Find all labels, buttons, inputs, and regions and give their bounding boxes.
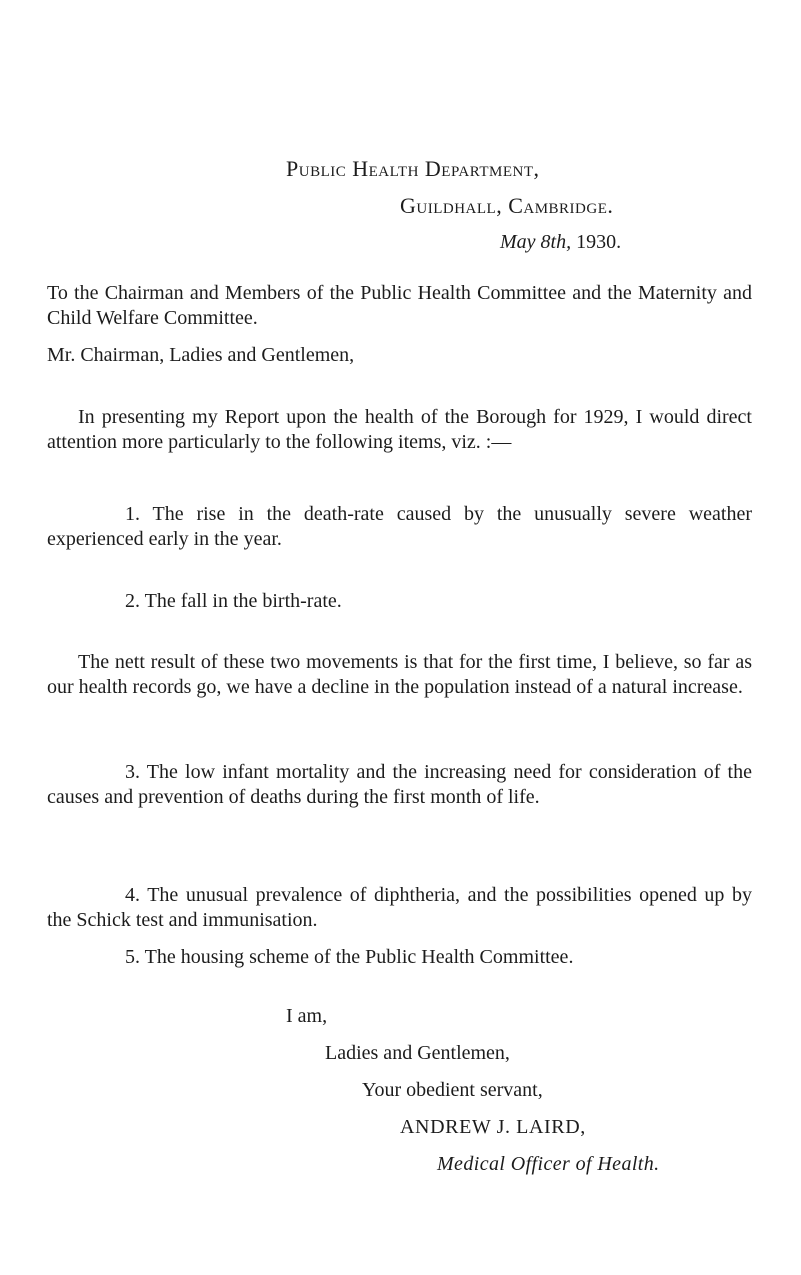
list-item: 2. The fall in the birth-rate. [125,590,342,612]
signatory-name: ANDREW J. LAIRD, [400,1116,586,1138]
list-item: 5. The housing scheme of the Public Health Committee. [125,946,574,968]
letter-date [500,230,621,255]
addressee: To the Chairman and Members of the Public Health Committee and the Maternity and Child Welfare Committee. [47,282,752,329]
closing-ladies-gentlemen: Ladies and Gentlemen, [325,1042,510,1064]
salutation: Mr. Chairman, Ladies and Gentlemen, [47,344,355,366]
nett-result-paragraph: The nett result of these two movements is that for the first time, I believe, so far as our health records go, we have a decline in the population instead of a natural increase. [47,651,752,698]
date-year: 1930. [576,231,622,253]
date-month-day: May 8th, [500,231,572,253]
closing-i-am: I am, [286,1005,328,1027]
address-heading: Guildhall, Cambridge. [400,193,614,218]
list-item: 3. The low infant mortality and the increasing need for consideration of the causes and prevention of deaths during the first month of life. [47,761,752,808]
department-heading: Public Health Department, [286,156,540,181]
signatory-title: Medical Officer of Health. [437,1153,660,1175]
closing-obedient-servant: Your obedient servant, [362,1079,543,1101]
intro-paragraph: In presenting my Report upon the health of the Borough for 1929, I would direct attention more particularly to the following items, viz. :— [47,406,752,453]
list-item: 4. The unusual prevalence of diphtheria, and the possibilities opened up by the Schick test and immunisation. [47,884,752,931]
list-item: 1. The rise in the death-rate caused by the unusually severe weather experienced early in the year. [47,503,752,550]
